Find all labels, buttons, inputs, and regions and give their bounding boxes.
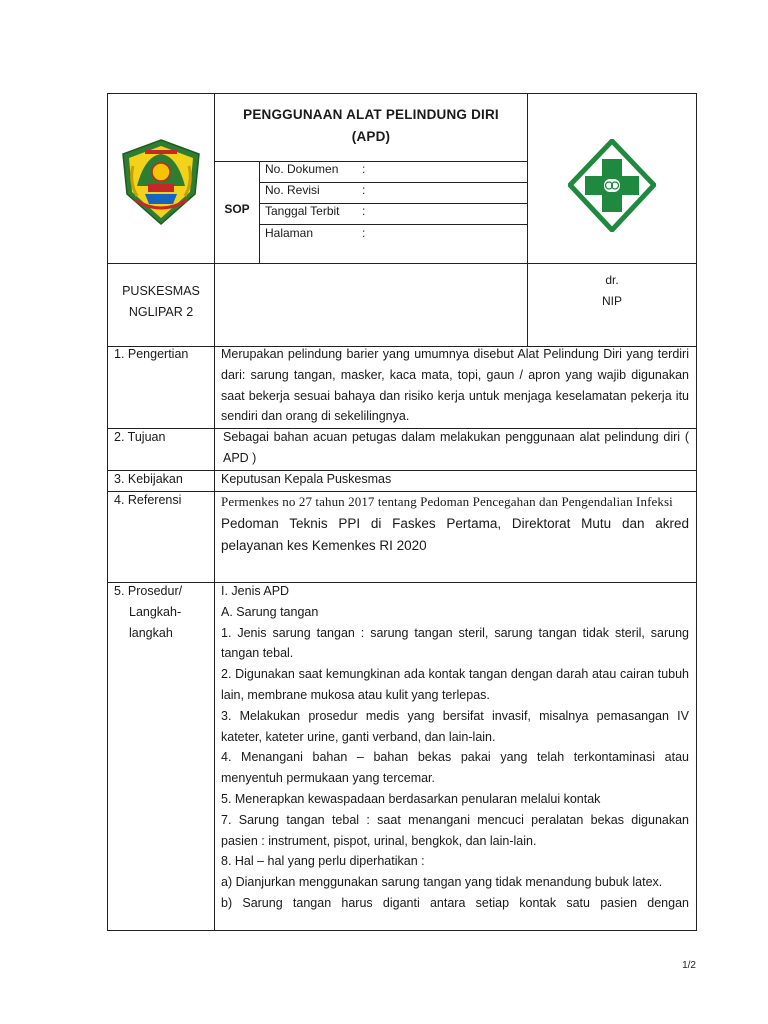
section-pengertian-body <box>221 344 689 427</box>
organization-name <box>108 281 214 323</box>
section-referensi-body <box>221 490 689 557</box>
prosedur-item: I. Jenis APD <box>221 584 290 598</box>
section-prosedur-label <box>114 581 212 644</box>
section-kebijakan-body <box>221 469 689 490</box>
meta-halaman-label: Halaman <box>265 226 314 240</box>
signer-nip: NIP <box>601 294 622 308</box>
signer-block <box>528 270 696 312</box>
regency-emblem-icon <box>115 136 208 228</box>
prosedur-item: 1. Jenis sarung tangan : sarung tangan steril, sarung tangan tidak steril, sarung tangan tebal. <box>221 625 689 661</box>
meta-no-dokumen-label: No. Dokumen <box>265 162 339 176</box>
section-kebijakan-label: 3. Kebijakan <box>114 472 183 486</box>
page-number: 1/2 <box>682 960 696 971</box>
section-referensi-label: 4. Referensi <box>114 493 182 507</box>
sop-label: SOP <box>224 202 250 216</box>
section-tujuan-label: 2. Tujuan <box>114 430 166 444</box>
document-title <box>216 104 526 148</box>
prosedur-label-line-1: 5. Prosedur/ <box>114 584 183 598</box>
meta-no-dokumen-colon: : <box>362 162 366 176</box>
section-pengertian-label: 1. Pengertian <box>114 347 189 361</box>
signer-name: dr. <box>605 273 619 287</box>
meta-tanggal-terbit-colon: : <box>362 204 366 218</box>
prosedur-item: 2. Digunakan saat kemungkinan ada kontak tangan dengan darah atau cairan tubuh lain, membrane mukosa atau kulit yang terlepas. <box>221 667 689 702</box>
prosedur-label-line-3: langkah <box>129 626 173 640</box>
prosedur-item: a) Dianjurkan menggunakan sarung tangan yang tidak menandung bubuk latex. <box>221 875 663 890</box>
pengertian-text: Merupakan pelindung barier yang umumnya disebut Alat Pelindung Diri yang terdiri dari: sarung tangan, masker, kaca mata, topi, gaun / apron yang wajib digunakan saat bekerja sesuai bahaya dan risiko kerja untuk menjaga keselamatan pekerja itu sendiri dan orang di sekelilingnya. <box>221 347 689 424</box>
meta-no-revisi-colon: : <box>362 183 366 197</box>
title-line-1: PENGGUNAAN ALAT PELINDUNG DIRI <box>243 107 499 122</box>
prosedur-item: b) Sarung tangan harus diganti antara setiap kontak satu pasien dengan <box>221 895 689 910</box>
meta-tanggal-terbit-label: Tanggal Terbit <box>265 204 340 218</box>
prosedur-label-line-2: Langkah- <box>129 605 182 619</box>
prosedur-item: A. Sarung tangan <box>221 604 319 619</box>
org-line-2: NGLIPAR 2 <box>128 305 194 319</box>
prosedur-item: 3. Melakukan prosedur medis yang bersifat invasif, misalnya pemasangan IV kateter, kateter urine, ganti verband, dan lain-lain. <box>221 708 689 744</box>
meta-halaman-colon: : <box>362 226 366 240</box>
referensi-item-2: Pedoman Teknis PPI di Faskes Pertama, Direktorat Mutu dan akred pelayanan kes Kemenkes RI 2020 <box>221 516 689 553</box>
section-prosedur-body <box>221 581 689 914</box>
prosedur-item: 7. Sarung tangan tebal : saat menangani mencuci peralatan bekas digunakan pasien : instrument, pispot, urinal, bengkok, dan lain-lain. <box>221 812 689 848</box>
section-tujuan-body <box>223 427 689 469</box>
title-line-2: (APD) <box>351 129 391 144</box>
kebijakan-text: Keputusan Kepala Puskesmas <box>221 472 392 486</box>
prosedur-item: 5. Menerapkan kewaspadaan berdasarkan penularan melalui kontak <box>221 791 601 806</box>
meta-no-revisi-label: No. Revisi <box>265 183 320 197</box>
prosedur-item: 8. Hal – hal yang perlu diperhatikan : <box>221 854 425 869</box>
org-line-1: PUSKESMAS <box>122 284 200 298</box>
referensi-item-1: Permenkes no 27 tahun 2017 tentang Pedoman Pencegahan dan Pengendalian Infeksi <box>221 494 673 509</box>
tujuan-text: Sebagai bahan acuan petugas dalam melakukan penggunaan alat pelindung diri ( APD ) <box>223 430 689 465</box>
prosedur-item: 4. Menangani bahan – bahan bekas pakai yang telah terkontaminasi atau menyentuh permukaan yang tercemar. <box>221 750 689 786</box>
puskesmas-cross-icon <box>568 139 656 232</box>
